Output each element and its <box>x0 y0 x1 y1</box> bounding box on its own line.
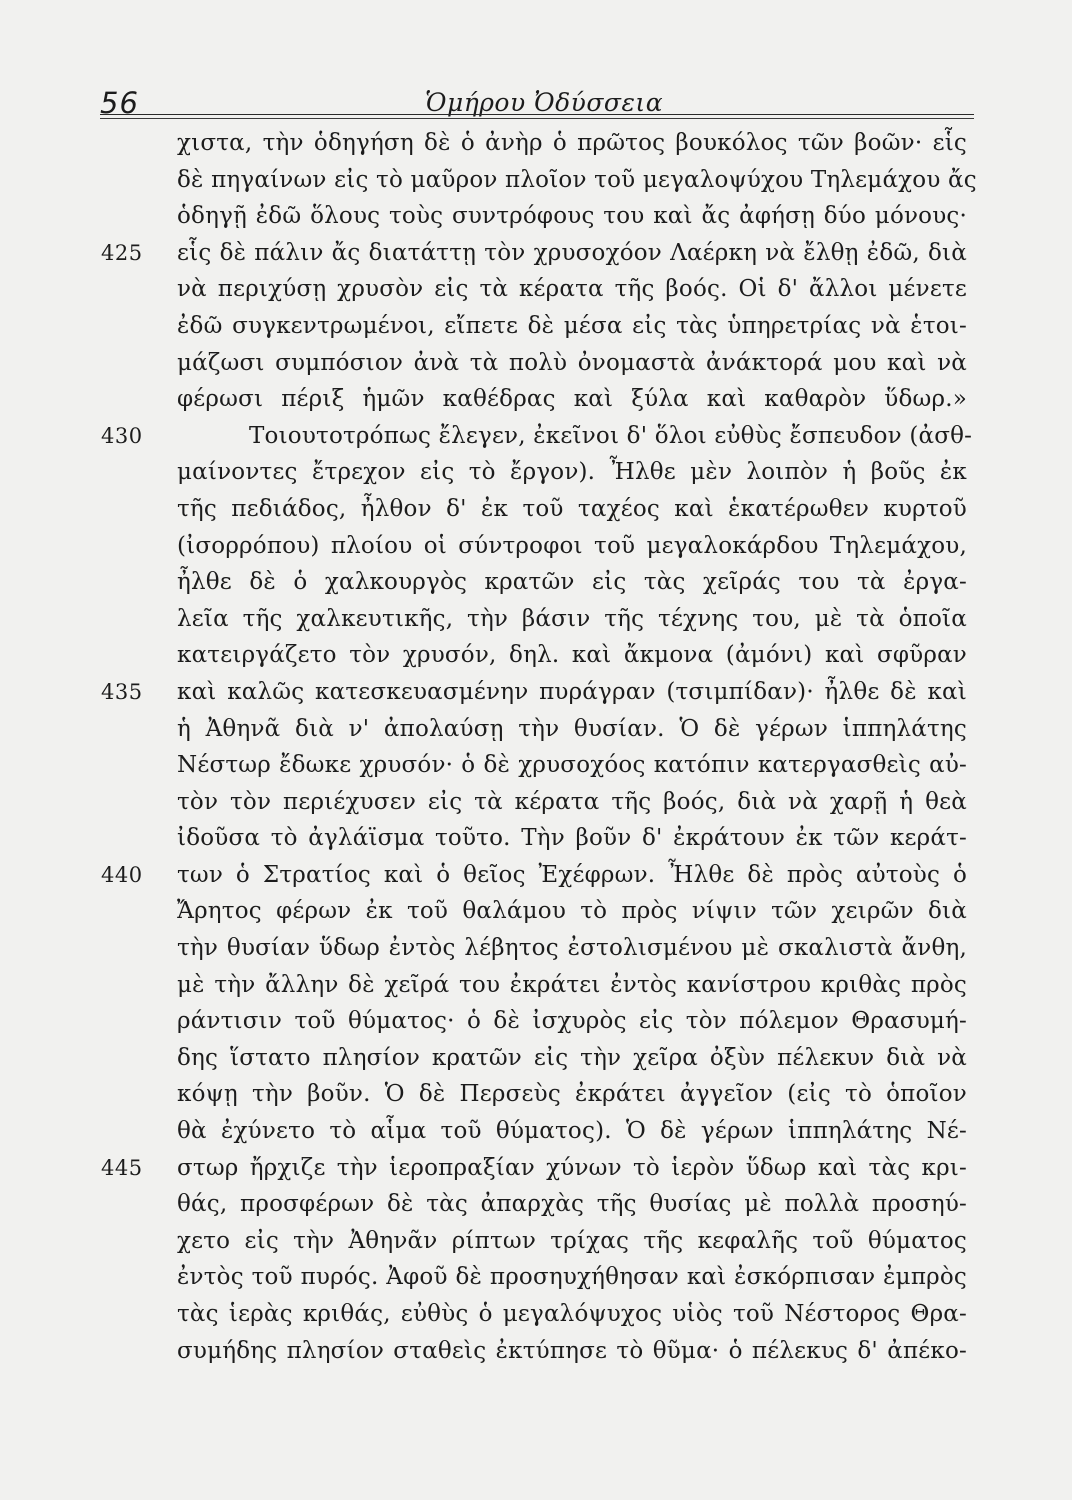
text-line <box>177 967 967 1004</box>
line-text: ἐντὸς τοῦ πυρός. Ἀφοῦ δὲ προσηυχήθησαν καὶ ἐσκόρπισαν ἐμπρὸς <box>177 1264 967 1291</box>
line-text: δὲ πηγαίνων εἰς τὸ μαῦρον πλοῖον τοῦ μεγαλοψύχου Τηλεμάχου ἄς <box>177 166 977 193</box>
line-text: ἐδῶ συγκεντρωμένοι, εἴπετε δὲ μέσα εἰς τὰς ὑπηρετρίας νὰ ἑτοι- <box>177 312 967 339</box>
text-line <box>177 711 967 748</box>
text-line <box>177 491 967 528</box>
text-line <box>177 637 967 674</box>
text-line <box>177 1296 967 1333</box>
text-line <box>177 528 967 565</box>
line-text: των ὁ Στρατίος καὶ ὁ θεῖος Ἐχέφρων. Ἦλθε δὲ πρὸς αὐτοὺς ὁ <box>177 861 967 888</box>
page-number: 56 <box>100 86 139 120</box>
line-text: κατειργάζετο τὸν χρυσόν, δηλ. καὶ ἄκμονα (ἀμόνι) καὶ σφῦραν <box>177 642 967 669</box>
line-text: χετο εἰς τὴν Ἀθηνᾶν ρίπτων τρίχας τῆς κεφαλῆς τοῦ θύματος <box>177 1227 967 1254</box>
page-header <box>100 72 970 120</box>
text-line <box>177 601 967 638</box>
line-number: 445 <box>101 1155 143 1180</box>
text-line <box>177 1076 967 1113</box>
line-text: μάζωσι συμπόσιον ἀνὰ τὰ πολὺ ὀνομαστὰ ἀνάκτορά μου καὶ νὰ <box>177 349 967 376</box>
text-line <box>177 308 967 345</box>
line-text: ἰδοῦσα τὸ ἀγλάϊσμα τοῦτο. Τὴν βοῦν δ' ἐκράτουν ἐκ τῶν κεράτ- <box>177 825 967 852</box>
line-text: στωρ ἤρχιζε τὴν ἱεροπραξίαν χύνων τὸ ἱερὸν ὕδωρ καὶ τὰς κρι- <box>177 1154 967 1181</box>
text-line <box>101 235 967 272</box>
line-text: ἡ Ἀθηνᾶ διὰ ν' ἀπολαύσῃ τὴν θυσίαν. Ὁ δὲ γέρων ἱππηλάτης <box>177 715 967 742</box>
text-line <box>177 747 967 784</box>
text-line <box>177 930 967 967</box>
line-text: συμήδης πλησίον σταθεὶς ἐκτύπησε τὸ θῦμα· ὁ πέλεκυς δ' ἀπέκο- <box>177 1337 967 1364</box>
text-line <box>177 784 967 821</box>
text-line <box>177 271 967 308</box>
line-text: Τοιουτοτρόπως ἔλεγεν, ἐκεῖνοι δ' ὅλοι εὐθὺς ἔσπευδον (ἀσθ- <box>249 422 973 449</box>
line-text: φέρωσι πέριξ ἡμῶν καθέδρας καὶ ξύλα καὶ καθαρὸν ὕδωρ.» <box>177 386 967 413</box>
text-line <box>177 454 967 491</box>
text-line <box>101 1150 967 1187</box>
line-text: τὸν τὸν περιέχυσεν εἰς τὰ κέρατα τῆς βοός, διὰ νὰ χαρῇ ἡ θεὰ <box>177 788 967 815</box>
text-line <box>177 1223 967 1260</box>
text-line <box>177 381 967 418</box>
text-line <box>101 857 967 894</box>
line-number: 435 <box>101 679 143 704</box>
text-line <box>177 820 967 857</box>
line-text: εἷς δὲ πάλιν ἄς διατάττῃ τὸν χρυσοχόον Λαέρκη νὰ ἔλθῃ ἐδῶ, διὰ <box>177 239 967 266</box>
text-line <box>177 345 967 382</box>
line-text: Νέστωρ ἔδωκε χρυσόν· ὁ δὲ χρυσοχόος κατόπιν κατεργασθεὶς αὐ- <box>177 752 967 779</box>
line-text: λεῖα τῆς χαλκευτικῆς, τὴν βάσιν τῆς τέχνης του, μὲ τὰ ὁποῖα <box>177 605 967 632</box>
line-text: καὶ καλῶς κατεσκευασμένην πυράγραν (τσιμπίδαν)· ἦλθε δὲ καὶ <box>177 678 967 705</box>
line-number: 430 <box>101 423 143 448</box>
text-line <box>101 674 967 711</box>
text-line <box>177 1259 967 1296</box>
text-line <box>177 893 967 930</box>
text-line <box>177 1003 967 1040</box>
text-line <box>177 564 967 601</box>
text-line <box>177 162 977 199</box>
line-text: μαίνοντες ἔτρεχον εἰς τὸ ἔργον). Ἦλθε μὲν λοιπὸν ἡ βοῦς ἐκ <box>177 459 967 486</box>
line-text: τῆς πεδιάδος, ἦλθον δ' ἐκ τοῦ ταχέος καὶ ἑκατέρωθεν κυρτοῦ <box>177 495 967 522</box>
running-title: Ὁμήρου Ὀδύσσεια <box>425 88 664 117</box>
text-line <box>177 1040 967 1077</box>
line-text: θάς, προσφέρων δὲ τὰς ἀπαρχὰς τῆς θυσίας μὲ πολλὰ προσηύ- <box>177 1191 967 1218</box>
line-text: τὴν θυσίαν ὕδωρ ἐντὸς λέβητος ἐστολισμένου μὲ σκαλιστὰ ἄνθη, <box>177 935 967 962</box>
header-rule-thin <box>100 118 974 119</box>
line-text: χιστα, τὴν ὁδηγήση δὲ ὁ ἀνὴρ ὁ πρῶτος βουκόλος τῶν βοῶν· εἷς <box>177 130 967 156</box>
line-text: ὁδηγῇ ἐδῶ ὅλους τοὺς συντρόφους του καὶ ἄς ἀφήσῃ δύο μόνους· <box>177 203 967 230</box>
line-number: 425 <box>101 240 143 265</box>
line-number: 440 <box>101 862 143 887</box>
text-line <box>101 418 973 455</box>
line-text: ἦλθε δὲ ὁ χαλκουργὸς κρατῶν εἰς τὰς χεῖράς του τὰ ἐργα- <box>177 569 967 596</box>
line-text: νὰ περιχύσῃ χρυσὸν εἰς τὰ κέρατα τῆς βοός. Οἱ δ' ἄλλοι μένετε <box>177 276 967 303</box>
text-line <box>177 125 967 162</box>
line-text: θὰ ἐχύνετο τὸ αἷμα τοῦ θύματος). Ὁ δὲ γέρων ἱππηλάτης Νέ- <box>177 1118 967 1145</box>
text-line <box>177 1333 967 1370</box>
line-text: δης ἵστατο πλησίον κρατῶν εἰς τὴν χεῖρα ὀξὺν πέλεκυν διὰ νὰ <box>177 1044 967 1071</box>
line-text: τὰς ἱερὰς κριθάς, εὐθὺς ὁ μεγαλόψυχος υἱὸς τοῦ Νέστορος Θρα- <box>177 1301 967 1327</box>
text-line <box>177 1113 967 1150</box>
header-rule <box>100 114 974 115</box>
line-text: Ἄρητος φέρων ἐκ τοῦ θαλάμου τὸ πρὸς νίψιν τῶν χειρῶν διὰ <box>177 898 967 925</box>
body-text <box>101 125 977 1369</box>
line-text: μὲ τὴν ἄλλην δὲ χεῖρά του ἐκράτει ἐντὸς κανίστρου κριθὰς πρὸς <box>177 971 967 998</box>
line-text: ράντισιν τοῦ θύματος· ὁ δὲ ἰσχυρὸς εἰς τὸν πόλεμον Θρασυμή- <box>177 1008 967 1035</box>
text-line <box>177 198 967 235</box>
line-text: (ἰσορρόπου) πλοίου οἱ σύντροφοι τοῦ μεγαλοκάρδου Τηλεμάχου, <box>177 532 967 559</box>
line-text: κόψῃ τὴν βοῦν. Ὁ δὲ Περσεὺς ἐκράτει ἀγγεῖον (εἰς τὸ ὁποῖον <box>177 1081 967 1108</box>
text-line <box>177 1186 967 1223</box>
